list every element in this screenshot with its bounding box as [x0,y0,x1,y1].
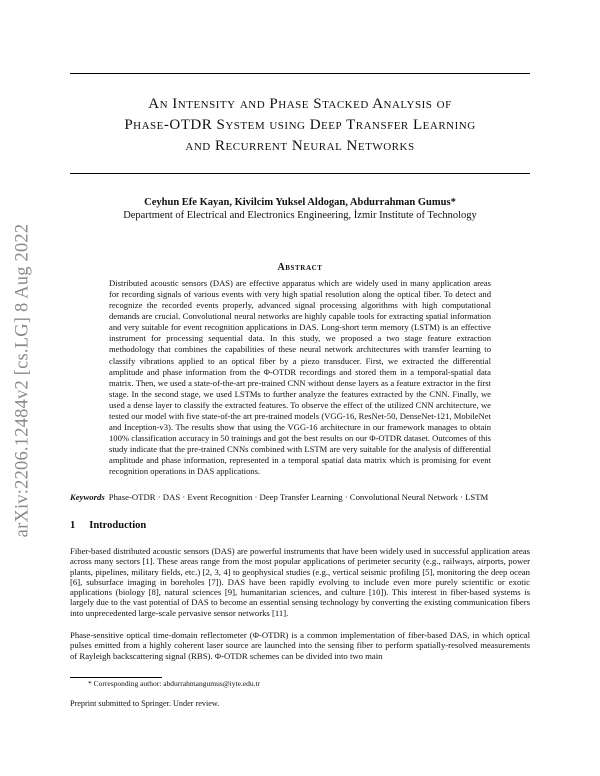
abstract-heading: Abstract [277,262,323,273]
title-rule-bottom [70,173,530,174]
title-line: An Intensity and Phase Stacked Analysis of [148,96,452,112]
abstract-body: Distributed acoustic sensors (DAS) are effective apparatus which are widely used in many application areas for recording signals of various events with very high spatial resolution along the optical fiber. To detect and recognize the recorded events properly, advanced signal processing algorithms with high computational demands are crucial. Convolutional neural networks are highly capable tools for extracting spatial information and very suitable for event recognition applications in DAS. Long-short term memory (LSTM) is an effective instrument for processing sequential data. In this study, we proposed a two stage feature extraction methodology that combines the capabilities of these neural network architectures with transfer learning to classify vibrations applied to an optical fiber by a piezo transducer. First, we extracted the differential amplitude and phase information from the Φ-OTDR recordings and stored them in a temporal-spatial data matrix. Then, we used a state-of-the-art pre-trained CNN without dense layers as a feature extractor in the first stage. In the second stage, we used LSTMs to further analyze the features extracted by the CNN. Finally, we used a dense layer to classify the extracted features. To observe the effect of the utilized CNN architecture, we tested our model with five state-of-the art pre-trained models (VGG-16, ResNet-50, DenseNet-121, MobileNet and Inception-v3). The results show that using the VGG-16 architecture in our framework manages to obtain 100% classification accuracy in 50 trainings and got the best results on our Φ-OTDR dataset. Outcomes of this study indicate that the pre-trained CNNs combined with LSTM are very suitable for the analysis of differential amplitude and phase information, represented in a temporal spatial data matrix which is promising for event recognition operations in DAS applications. [109,278,491,477]
intro-paragraph: Fiber-based distributed acoustic sensors (DAS) are powerful instruments that have been widely used in successful application areas across many sectors [1]. These areas range from the most popular applications of perimeter security (e.g., railways, airports, power plants, pipelines, military fields, etc.) [2, 3, 4] to geophysical studies (e.g., vertical seismic profiling [5], monitoring the deep ocean [6], subsurface imaging in boreholes [7]). DAS have been rapidly evolving to include even more purely scientific or exotic applications (biology [8], natural sciences [9], humanitarian sciences, and culture [10]). This interest in fiber-based systems is largely due to the vast potential of DAS to become an essential sensing technology by converting the existing communication fibers into unprecedented large-scale pervasive sensor networks [11]. [70,546,530,618]
section-number: 1 [70,520,76,531]
keywords-list: Phase-OTDR · DAS · Event Recognition · Deep Transfer Learning · Convolutional Neural Network · LSTM [108,492,489,502]
keywords-label: Keywords [70,492,105,502]
author-list: Ceyhun Efe Kayan, Kivilcim Yuksel Aldogan, Abdurrahman Gumus* [144,197,456,208]
title-rule-top [70,73,530,74]
arxiv-identifier [6,205,40,555]
title-line: and Recurrent Neural Networks [185,138,415,154]
preprint-note: Preprint submitted to Springer. Under review. [70,699,220,708]
intro-paragraph: Phase-sensitive optical time-domain reflectometer (Φ-OTDR) is a common implementation of fiber-based DAS, in which optical pulses emitted from a highly coherent laser source are launched into the sensing fiber to perform spatially-resolved measurements of Rayleigh backscattering signal (RBS). Φ-OTDR schemes can be divided into two main [70,630,530,661]
section-heading [70,520,146,531]
affiliation: Department of Electrical and Electronics Engineering, İzmir Institute of Technology [123,210,477,221]
footnote-rule [70,677,162,678]
paper-title [70,94,530,157]
section-title: Introduction [89,520,147,531]
title-line: Phase-OTDR System using Deep Transfer Learning [124,117,476,133]
keywords-line [70,492,530,503]
arxiv-identifier-text: arXiv:2206.12484v2 [cs.LG] 8 Aug 2022 [12,223,33,537]
footnote: * Corresponding author: abdurrahmangumus@iyte.edu.tr [88,679,261,688]
